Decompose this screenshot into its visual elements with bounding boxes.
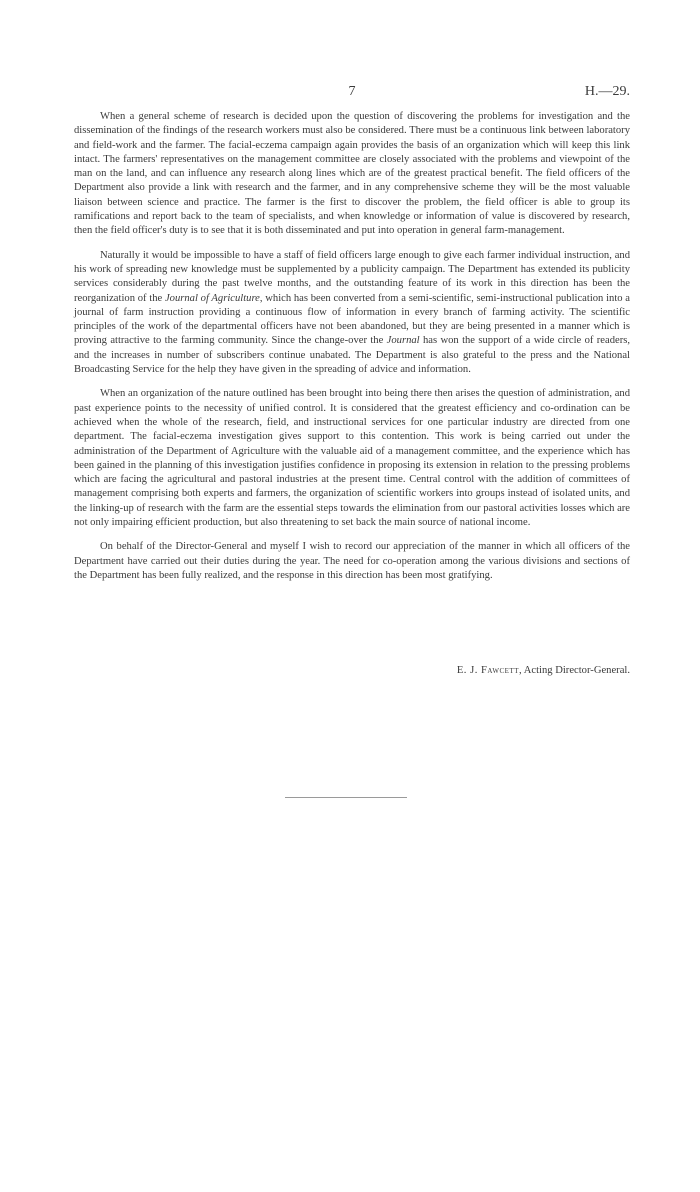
closing-rule-divider: [285, 797, 407, 798]
journal-title: Journal of Agriculture: [164, 292, 260, 304]
signatory-title: , Acting Director-General.: [519, 665, 630, 676]
paragraph-administration: When an organization of the nature outlined has been brought into being there then arises the question of administration, and past experience points to the necessity of unified control. It is considered that the greatest efficiency and co-ordination can be achieved when the whole of the research, field, and instructional services for one particular industry are directed from one department. The facial-eczema investigation gives support to this contention. This work is being carried out under the administration of the Department of Agriculture with the valuable aid of a management committee, and the experience which has been gained in the planning of this investigation justifies confidence in proposing its extension in relation to the pressing problems which are facing the agricultural and pastoral industries at the present time. Central control with the addition of committees of management comprising both experts and farmers, the organization of scientific workers into groups instead of isolated units, and the linking-up of research with the farm are the essential steps towards the elimination from our pastoral activities losses which are not only impairing efficient production, but also threatening to set back the main source of national income.: [74, 388, 630, 529]
journal-short-title: Journal: [386, 335, 420, 347]
page-header: [74, 84, 630, 100]
paragraph-publicity-campaign: [74, 249, 630, 378]
paragraph-appreciation: On behalf of the Director-General and myself I wish to record our appreciation of the manner in which all officers of the Department have carried out their duties during the year. The need for co-operation among the various divisions and sections of the Department has been fully realized, and the response in this direction has been most gratifying.: [74, 541, 630, 581]
signatory-name: E. J. Fawcett: [456, 665, 520, 676]
paragraph-text-segment: , which has been converted from a semi-scientific, semi-instructional publication into a journal of farm instruction providing a continuous flow of information in every branch of farming activity. The scientific principles of the work of the departmental officers have not been abandoned, but they are being presented in a manner which is proving attractive to the farming community. Since the change-over the: [74, 292, 630, 347]
report-body: [74, 110, 630, 593]
document-reference: H.—29.: [584, 84, 630, 99]
paragraph-text-segment: Naturally it would be impossible to have a staff of field officers large enough to give each farmer individual instruction, and his work of spreading new knowledge must be supplemented by a publicity campaign. The Department has extended its publicity services considerably during the past twelve months, and the outstanding feature of its work in this direction has been the reorganization of the: [74, 249, 630, 304]
signature-block: [457, 664, 630, 678]
page-number: 7: [348, 84, 356, 99]
paragraph-research-dissemination: When a general scheme of research is decided upon the question of discovering the problems for investigation and the dissemination of the findings of the research workers must also be considered. There must be a continuous link between laboratory and field-work and the farmer. The facial-eczema campaign again provides the basis of an organization which will keep this link intact. The farmers' representatives on the management committee are closely associated with the problems and viewpoint of the man on the land, and can influence any research along lines which are of the greatest practical benefit. The field officers of the Department also provide a link with research and the farmer, and in any comprehensive scheme they will be the most valuable liaison between science and practice. The farmer is the first to discover the problem, the field officer is able to group its ramifications and report back to the team of specialists, and when knowledge or information of value is discovered by research, then the field officer's duty is to see that it is both disseminated and put into operation in general farm-management.: [74, 111, 630, 237]
paragraph-text-segment: has won the support of a wide circle of readers, and the increases in number of subscribers continue unabated. The Department is also grateful to the press and the National Broadcasting Service for the help they have given in the spreading of advice and information.: [74, 335, 630, 376]
